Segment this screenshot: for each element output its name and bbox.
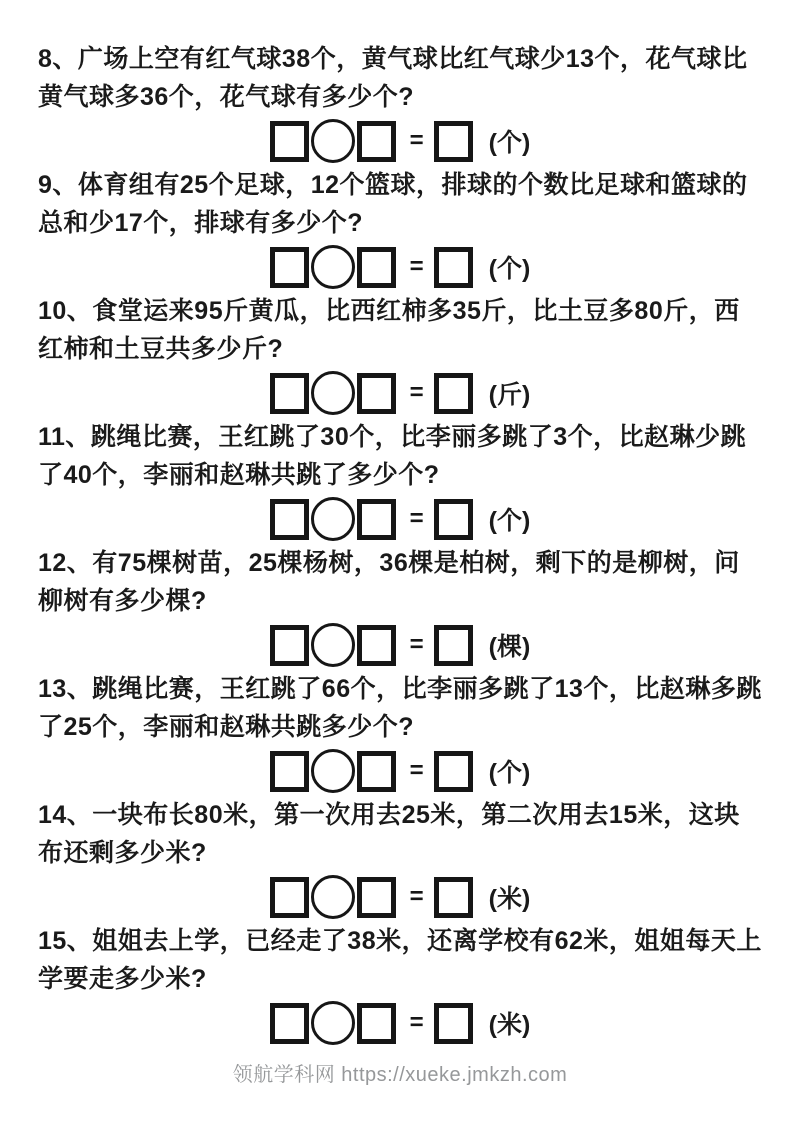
problem-text: 12、有75棵树苗，25棵杨树，36棵是柏树，剩下的是柳树，问柳树有多少棵? — [38, 549, 740, 615]
equals-sign: = — [409, 757, 424, 784]
answer-template-row — [38, 118, 762, 164]
problem-11 — [38, 418, 762, 542]
problem-15 — [38, 922, 762, 1046]
answer-template-row — [38, 622, 762, 668]
unit-label: (个) — [488, 255, 531, 283]
unit-label: (米) — [488, 885, 531, 913]
problem-14 — [38, 796, 762, 920]
problem-9 — [38, 166, 762, 290]
answer-blank-box-icon — [270, 121, 309, 162]
unit-label: (个) — [488, 129, 531, 157]
operator-blank-circle-icon — [311, 371, 355, 415]
site-watermark: 领航学科网 https://xueke.jmkzh.com — [232, 1064, 568, 1086]
equals-sign: = — [409, 127, 424, 154]
answer-blank-box-icon — [357, 121, 396, 162]
problem-text: 8、广场上空有红气球38个，黄气球比红气球少13个，花气球比黄气球多36个，花气球有多少个? — [38, 45, 748, 111]
answer-blank-box-icon — [270, 499, 309, 540]
problem-text: 10、食堂运来95斤黄瓜，比西红柿多35斤，比土豆多80斤，西红柿和土豆共多少斤? — [38, 297, 740, 363]
result-blank-box-icon — [434, 499, 473, 540]
operator-blank-circle-icon — [311, 623, 355, 667]
result-blank-box-icon — [434, 373, 473, 414]
equals-sign: = — [409, 1009, 424, 1036]
answer-blank-box-icon — [270, 751, 309, 792]
result-blank-box-icon — [434, 121, 473, 162]
answer-blank-box-icon — [270, 373, 309, 414]
unit-label: (斤) — [488, 381, 531, 409]
answer-template-row — [38, 370, 762, 416]
answer-template-row — [38, 748, 762, 794]
answer-template-row — [38, 874, 762, 920]
problem-12 — [38, 544, 762, 668]
answer-blank-box-icon — [357, 373, 396, 414]
result-blank-box-icon — [434, 1003, 473, 1044]
answer-template-row — [38, 244, 762, 290]
equals-sign: = — [409, 505, 424, 532]
problem-8 — [38, 40, 762, 164]
problem-text: 11、跳绳比赛，王红跳了30个，比李丽多跳了3个，比赵琳少跳了40个，李丽和赵琳共跳了多少个? — [38, 423, 747, 489]
answer-blank-box-icon — [357, 1003, 396, 1044]
equals-sign: = — [409, 253, 424, 280]
problem-text: 9、体育组有25个足球，12个篮球，排球的个数比足球和篮球的总和少17个，排球有多少个? — [38, 171, 748, 237]
unit-label: (米) — [488, 1011, 531, 1039]
answer-blank-box-icon — [270, 1003, 309, 1044]
result-blank-box-icon — [434, 877, 473, 918]
answer-blank-box-icon — [357, 499, 396, 540]
problem-10 — [38, 292, 762, 416]
operator-blank-circle-icon — [311, 119, 355, 163]
answer-blank-box-icon — [357, 625, 396, 666]
answer-blank-box-icon — [357, 877, 396, 918]
operator-blank-circle-icon — [311, 497, 355, 541]
unit-label: (个) — [488, 759, 531, 787]
problem-text: 14、一块布长80米，第一次用去25米，第二次用去15米，这块布还剩多少米? — [38, 801, 740, 867]
problem-text: 15、姐姐去上学，已经走了38米，还离学校有62米，姐姐每天上学要走多少米? — [38, 927, 762, 993]
equals-sign: = — [409, 379, 424, 406]
operator-blank-circle-icon — [311, 875, 355, 919]
problem-text: 13、跳绳比赛，王红跳了66个，比李丽多跳了13个，比赵琳多跳了25个，李丽和赵琳共跳多少个? — [38, 675, 762, 741]
equals-sign: = — [409, 883, 424, 910]
equals-sign: = — [409, 631, 424, 658]
operator-blank-circle-icon — [311, 1001, 355, 1045]
answer-blank-box-icon — [270, 877, 309, 918]
operator-blank-circle-icon — [311, 245, 355, 289]
problem-13 — [38, 670, 762, 794]
result-blank-box-icon — [434, 625, 473, 666]
answer-blank-box-icon — [270, 625, 309, 666]
answer-template-row — [38, 496, 762, 542]
answer-blank-box-icon — [270, 247, 309, 288]
unit-label: (棵) — [488, 633, 531, 661]
answer-template-row — [38, 1000, 762, 1046]
operator-blank-circle-icon — [311, 749, 355, 793]
answer-blank-box-icon — [357, 247, 396, 288]
answer-blank-box-icon — [357, 751, 396, 792]
result-blank-box-icon — [434, 751, 473, 792]
unit-label: (个) — [488, 507, 531, 535]
result-blank-box-icon — [434, 247, 473, 288]
